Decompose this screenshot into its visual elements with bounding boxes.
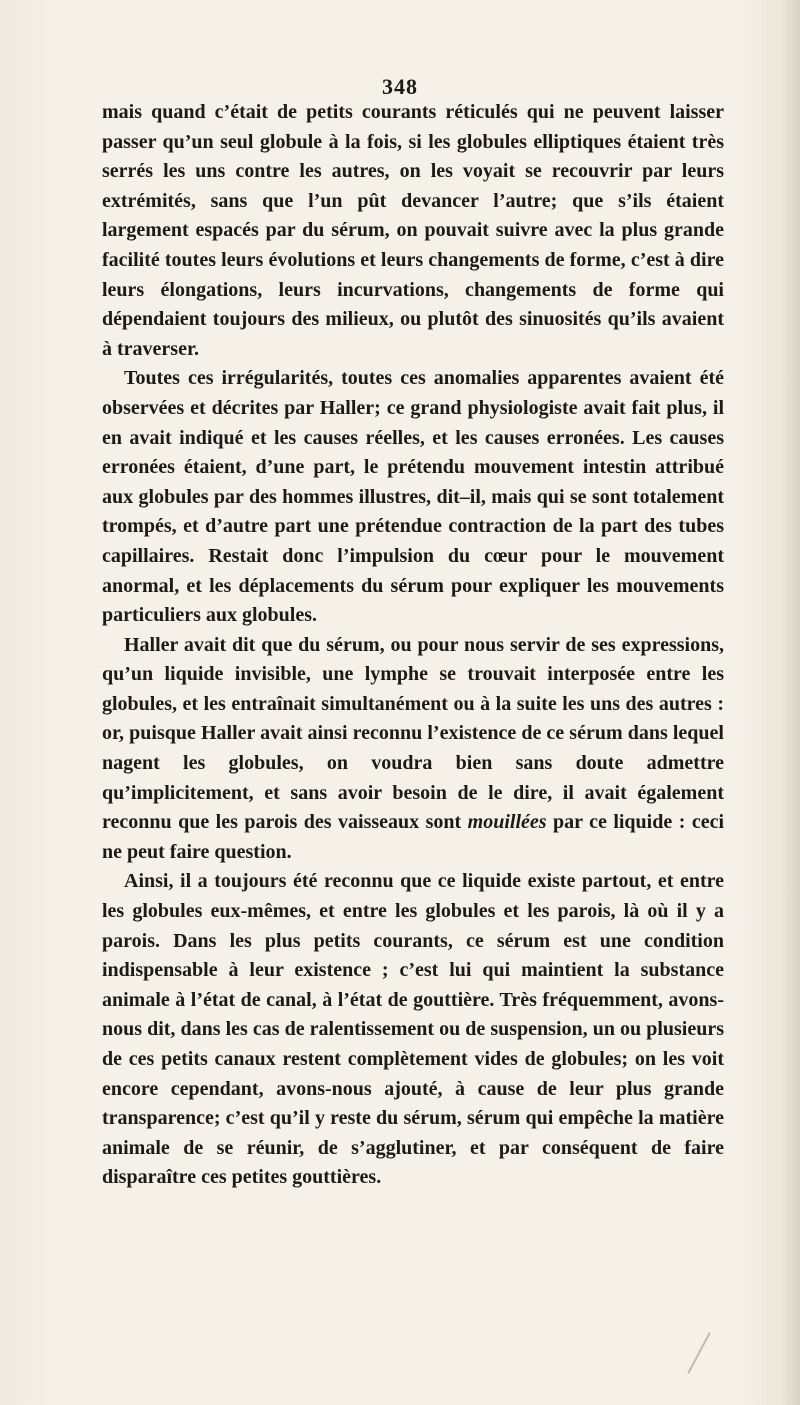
paragraph-3-after: par ce liquide : ceci ne peut faire question. — [102, 811, 725, 863]
paragraph-2: Toutes ces irrégularités, toutes ces anomalies apparentes avaient été observées et décrites par Haller; ce grand physiologiste avait fait plus, il en avait indiqué et les causes réelles, et les causes erronées. Les causes erronées étaient, d’une part, le prétendu mouvement intestin attribué aux globules par des hommes illustres, dit–il, mais qui se sont totalement trompés, et d’autre part une prétendue contraction de la part des tubes capillaires. Restait donc l’impulsion du cœur pour le mouvement anormal, et les déplacements du sérum pour expliquer les mouvements particuliers aux globules. — [102, 367, 724, 627]
body-text — [102, 98, 724, 1193]
paragraph-1: mais quand c’était de petits courants réticulés qui ne peuvent laisser passer qu’un seul globule à la fois, si les globules elliptiques étaient très serrés les uns contre les autres, on les voyait se recouvrir par leurs extrémités, sans que l’un pût devancer l’autre; que s’ils étaient largement espacés par du sérum, on pouvait suivre avec la plus grande facilité toutes leurs évolutions et leurs changements de forme, c’est à dire leurs élongations, leurs incurvations, changements de forme qui dépendaient toujours des milieux, ou plutôt des sinuosités qu’ils avaient à traverser. — [102, 101, 724, 360]
page-edge-shadow — [782, 0, 800, 1405]
paragraph-3-before: Haller avait dit que du sérum, ou pour nous servir de ses expressions, qu’un liquide invisible, une lymphe se trouvait interposée entre les globules, et les entraînait simultanément ou à la suite les uns des autres : or, puisque Haller avait ainsi reconnu l’existence de ce sérum dans lequel nagent les globules, on voudra bien sans doute admettre qu’implicitement, et sans avoir besoin de le dire, il avait également reconnu que les parois des vaisseaux sont — [102, 633, 724, 834]
paragraph-3-emphasis: mouillées — [467, 811, 547, 834]
stray-pencil-mark — [687, 1332, 710, 1374]
page-number: 348 — [382, 74, 418, 99]
paragraph-4: Ainsi, il a toujours été reconnu que ce liquide existe partout, et entre les globules eux-mêmes, et entre les globules et les parois, là où il y a parois. Dans les plus petits courants, ce sérum est une condition indispensable à leur existence ; c’est lui qui maintient la substance animale à l’état de canal, à l’état de gouttière. Très fréquemment, avons-nous dit, dans les cas de ralentissement ou de suspension, un ou plusieurs de ces petits canaux restent complètement vides de globules; on les voit encore cependant, avons-nous ajouté, à cause de leur plus grande transparence; c’est qu’il y reste du sérum, sérum qui empêche la matière animale de se réunir, de s’agglutiner, et par conséquent de faire disparaître ces petites gouttières. — [102, 870, 724, 1189]
paragraph-3 — [102, 631, 724, 868]
